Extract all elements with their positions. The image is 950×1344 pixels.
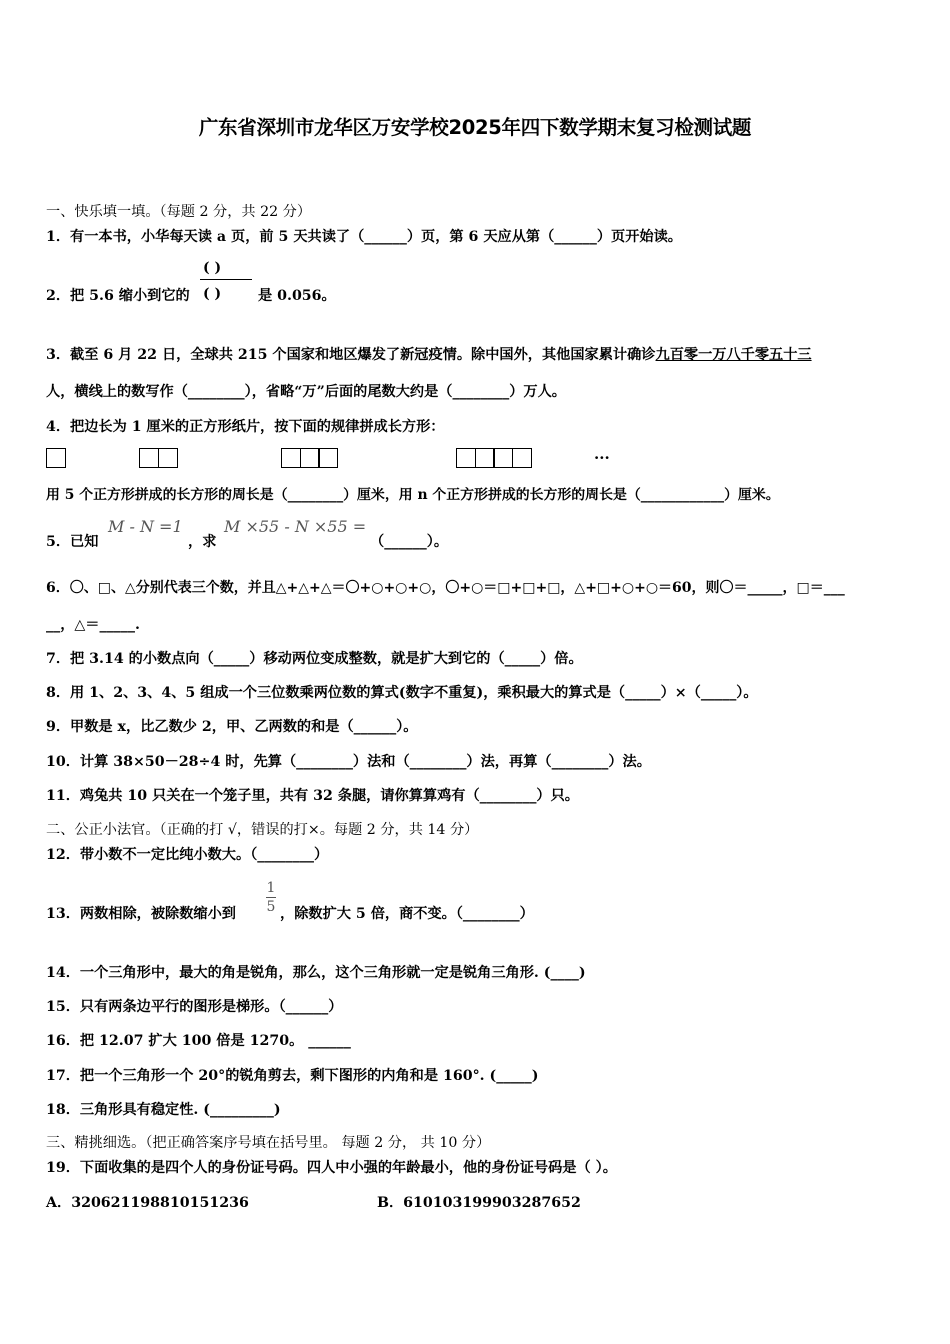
question-2-suffix: 是 0.056。 (258, 288, 336, 304)
pattern-ellipsis: ··· (594, 449, 610, 467)
question-3-text: 3．截至 6 月 22 日，全球共 215 个国家和地区爆发了新冠疫情。除中国外，其他国家累计确诊 (46, 347, 656, 363)
fraction-numerator: ( ) (203, 260, 222, 276)
square (456, 448, 476, 468)
section-1-heading: 一、快乐填一填。（每题 2 分，共 22 分） (46, 204, 312, 220)
square (300, 448, 320, 468)
question-8: 8．用 1、2、3、4、5 组成一个三位数乘两位数的算式(数字不重复)，乘积最大的算式是（_____）×（_____）。 (46, 685, 758, 701)
square-pattern-1 (46, 448, 66, 470)
question-3-line-2: 人，横线上的数写作（________），省略“万”后面的尾数大约是（________）万人。 (46, 384, 566, 400)
option-b: B．610103199903287652 (377, 1195, 581, 1211)
question-13-prefix: 13．两数相除，被除数缩小到 (46, 906, 236, 922)
question-5-prefix: 5．已知 (46, 534, 99, 550)
option-a: A．320621198810151236 (46, 1195, 249, 1211)
square (139, 448, 159, 468)
question-13-fraction (264, 880, 278, 915)
square-pattern-2 (139, 448, 178, 470)
question-13-suffix: ，除数扩大 5 倍，商不变。（________） (280, 906, 534, 922)
fraction-numerator: 1 (266, 880, 276, 896)
question-18: 18．三角形具有稳定性. (_________) (46, 1102, 281, 1118)
section-2-heading: 二、公正小法官。（正确的打 √，错误的打×。每题 2 分，共 14 分） (46, 822, 479, 838)
question-5-equation-1: M - N =1 (108, 517, 183, 536)
question-6-line-1: 6．〇、□、△分别代表三个数，并且△+△+△＝〇+○+○+○，〇+○＝□+□+□，△+□+○+○＝60，则〇＝_____，□＝___ (46, 580, 845, 596)
question-5-equation-2: M ×55 - N ×55 = (224, 517, 367, 536)
fraction-denominator: ( ) (203, 286, 222, 302)
question-5-middle: ，求 (188, 534, 217, 550)
page-title: 广东省深圳市龙华区万安学校2025年四下数学期末复习检测试题 (198, 116, 752, 139)
square-pattern-4 (456, 448, 532, 470)
question-9: 9．甲数是 x，比乙数少 2，甲、乙两数的和是（______）。 (46, 719, 418, 735)
question-4-line-1: 4．把边长为 1 厘米的正方形纸片，按下面的规律拼成长方形： (46, 419, 445, 435)
question-6-line-2: __，△＝_____. (46, 617, 140, 633)
question-2-fraction (200, 260, 256, 304)
square-pattern-3 (281, 448, 338, 470)
fraction-denominator: 5 (266, 899, 276, 915)
question-12: 12．带小数不一定比纯小数大。（________） (46, 847, 329, 863)
square (281, 448, 301, 468)
fraction-bar (266, 897, 276, 898)
question-1: 1．有一本书，小华每天读 a 页，前 5 天共读了（______）页，第 6 天应从第（______）页开始读。 (46, 229, 682, 245)
square (512, 448, 532, 468)
question-3-underlined-number: 九百零一万八千零五十三 (655, 347, 812, 363)
question-2-text (46, 286, 190, 306)
question-3-line-1 (46, 345, 812, 365)
question-7: 7．把 3.14 的小数点向（_____）移动两位变成整数，就是扩大到它的（_____）倍。 (46, 651, 583, 667)
question-4-line-2: 用 5 个正方形拼成的长方形的周长是（________）厘米，用 n 个正方形拼成的长方形的周长是（____________）厘米。 (46, 487, 780, 503)
fraction-bar (200, 279, 252, 280)
question-10: 10．计算 38×50－28÷4 时，先算（________）法和（________）法，再算（________）法。 (46, 754, 651, 770)
square (46, 448, 66, 468)
square (318, 448, 338, 468)
question-19: 19．下面收集的是四个人的身份证号码。四人中小强的年龄最小，他的身份证号码是（ ）。 (46, 1160, 617, 1176)
question-2-prefix: 2．把 5.6 缩小到它的 (46, 288, 190, 304)
question-16: 16．把 12.07 扩大 100 倍是 1270。 ______ (46, 1033, 351, 1049)
square (158, 448, 178, 468)
question-11: 11．鸡兔共 10 只关在一个笼子里，共有 32 条腿，请你算算鸡有（________）只。 (46, 788, 579, 804)
section-3-heading: 三、精挑细选。（把正确答案序号填在括号里。 每题 2 分， 共 10 分） (46, 1135, 491, 1151)
question-5-suffix: （______）。 (370, 534, 449, 550)
question-14: 14．一个三角形中，最大的角是锐角，那么，这个三角形就一定是锐角三角形. (____) (46, 965, 586, 981)
question-15: 15．只有两条边平行的图形是梯形。（______） (46, 999, 343, 1015)
square (493, 448, 513, 468)
square (475, 448, 495, 468)
question-17: 17．把一个三角形一个 20°的锐角剪去，剩下图形的内角和是 160°. (_____) (46, 1068, 539, 1084)
